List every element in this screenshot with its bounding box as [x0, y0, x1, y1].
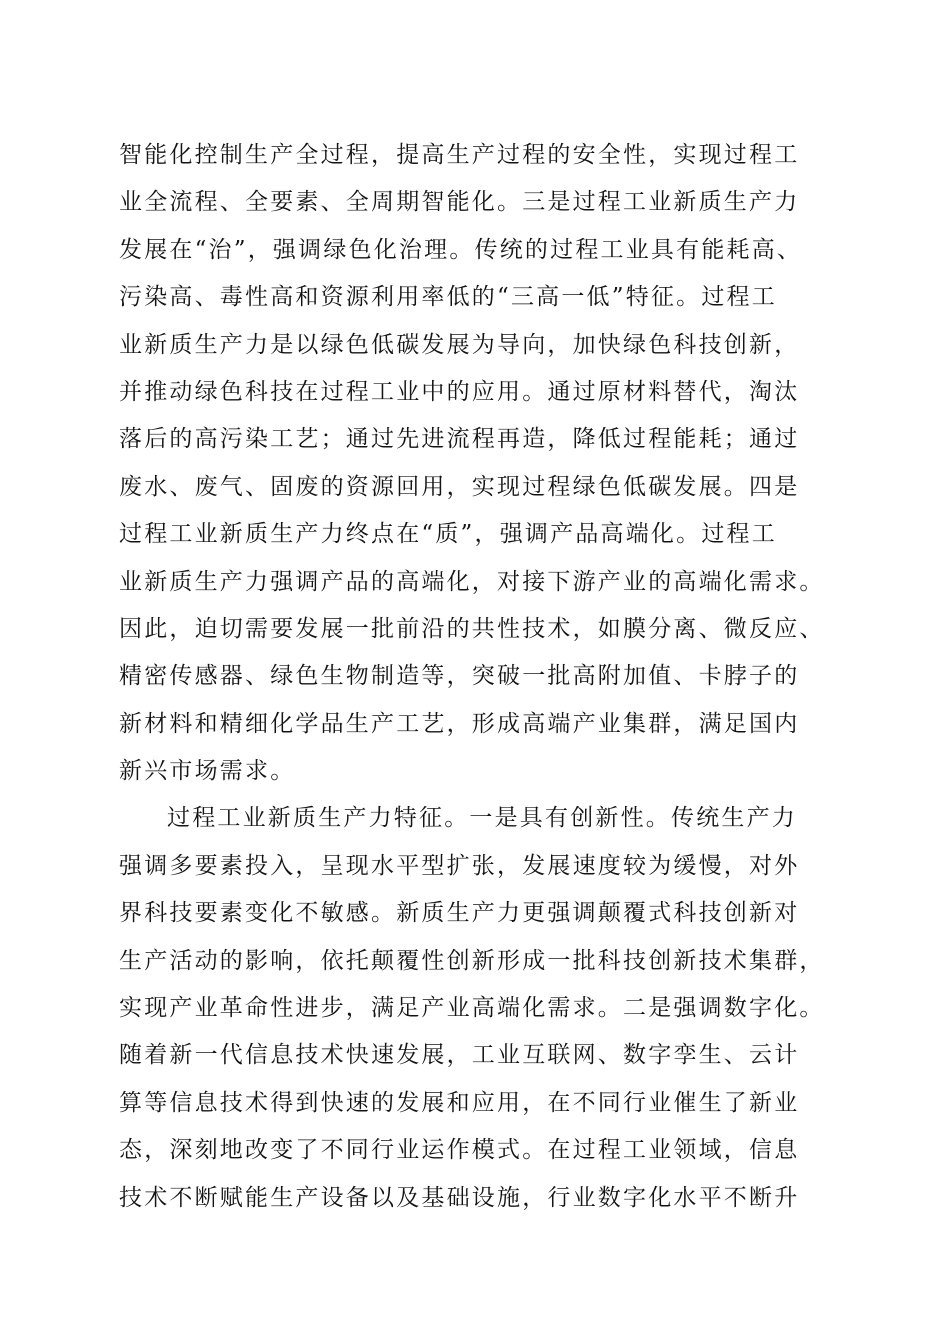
text-line: 态，深刻地改变了不同行业运作模式。在过程工业领域，信息 — [119, 1137, 800, 1164]
text-line: 污染高、毒性高和资源利用率低的“三高一低”特征。过程工 — [119, 284, 777, 311]
text-line: 并推动绿色科技在过程工业中的应用。通过原材料替代，淘汰 — [119, 378, 800, 405]
text-line: 新材料和精细化学品生产工艺，形成高端产业集群，满足国内 — [119, 710, 800, 737]
paragraph — [119, 795, 839, 1222]
text-line: 随着新一代信息技术快速发展，工业互联网、数字孪生、云计 — [119, 1042, 800, 1069]
paragraph — [119, 132, 839, 795]
text-line: 发展在“治”，强调绿色化治理。传统的过程工业具有能耗高、 — [119, 236, 803, 263]
text-line: 过程工业新质生产力特征。一是具有创新性。传统生产力 — [167, 805, 797, 832]
text-line: 新兴市场需求。 — [119, 758, 296, 785]
text-line: 业全流程、全要素、全周期智能化。三是过程工业新质生产力 — [119, 189, 800, 216]
body-text — [119, 132, 839, 1222]
text-line: 技术不断赋能生产设备以及基础设施，行业数字化水平不断升 — [119, 1184, 800, 1211]
text-line: 落后的高污染工艺；通过先进流程再造，降低过程能耗；通过 — [119, 426, 800, 453]
text-line: 生产活动的影响，依托颠覆性创新形成一批科技创新技术集群， — [119, 947, 825, 974]
text-line: 过程工业新质生产力终点在“质”，强调产品高端化。过程工 — [119, 521, 777, 548]
text-line: 因此，迫切需要发展一批前沿的共性技术，如膜分离、微反应、 — [119, 615, 825, 642]
text-line: 业新质生产力强调产品的高端化，对接下游产业的高端化需求。 — [119, 568, 825, 595]
text-line: 智能化控制生产全过程，提高生产过程的安全性，实现过程工 — [119, 142, 800, 168]
text-line: 强调多要素投入，呈现水平型扩张，发展速度较为缓慢，对外 — [119, 852, 800, 879]
text-line: 实现产业革命性进步，满足产业高端化需求。二是强调数字化。 — [119, 995, 825, 1022]
text-line: 业新质生产力是以绿色低碳发展为导向，加快绿色科技创新， — [119, 331, 800, 358]
text-line: 算等信息技术得到快速的发展和应用，在不同行业催生了新业 — [119, 1089, 800, 1116]
text-line: 界科技要素变化不敏感。新质生产力更强调颠覆式科技创新对 — [119, 900, 800, 927]
text-line: 精密传感器、绿色生物制造等，突破一批高附加值、卡脖子的 — [119, 663, 800, 690]
text-line: 废水、废气、固废的资源回用，实现过程绿色低碳发展。四是 — [119, 473, 800, 500]
